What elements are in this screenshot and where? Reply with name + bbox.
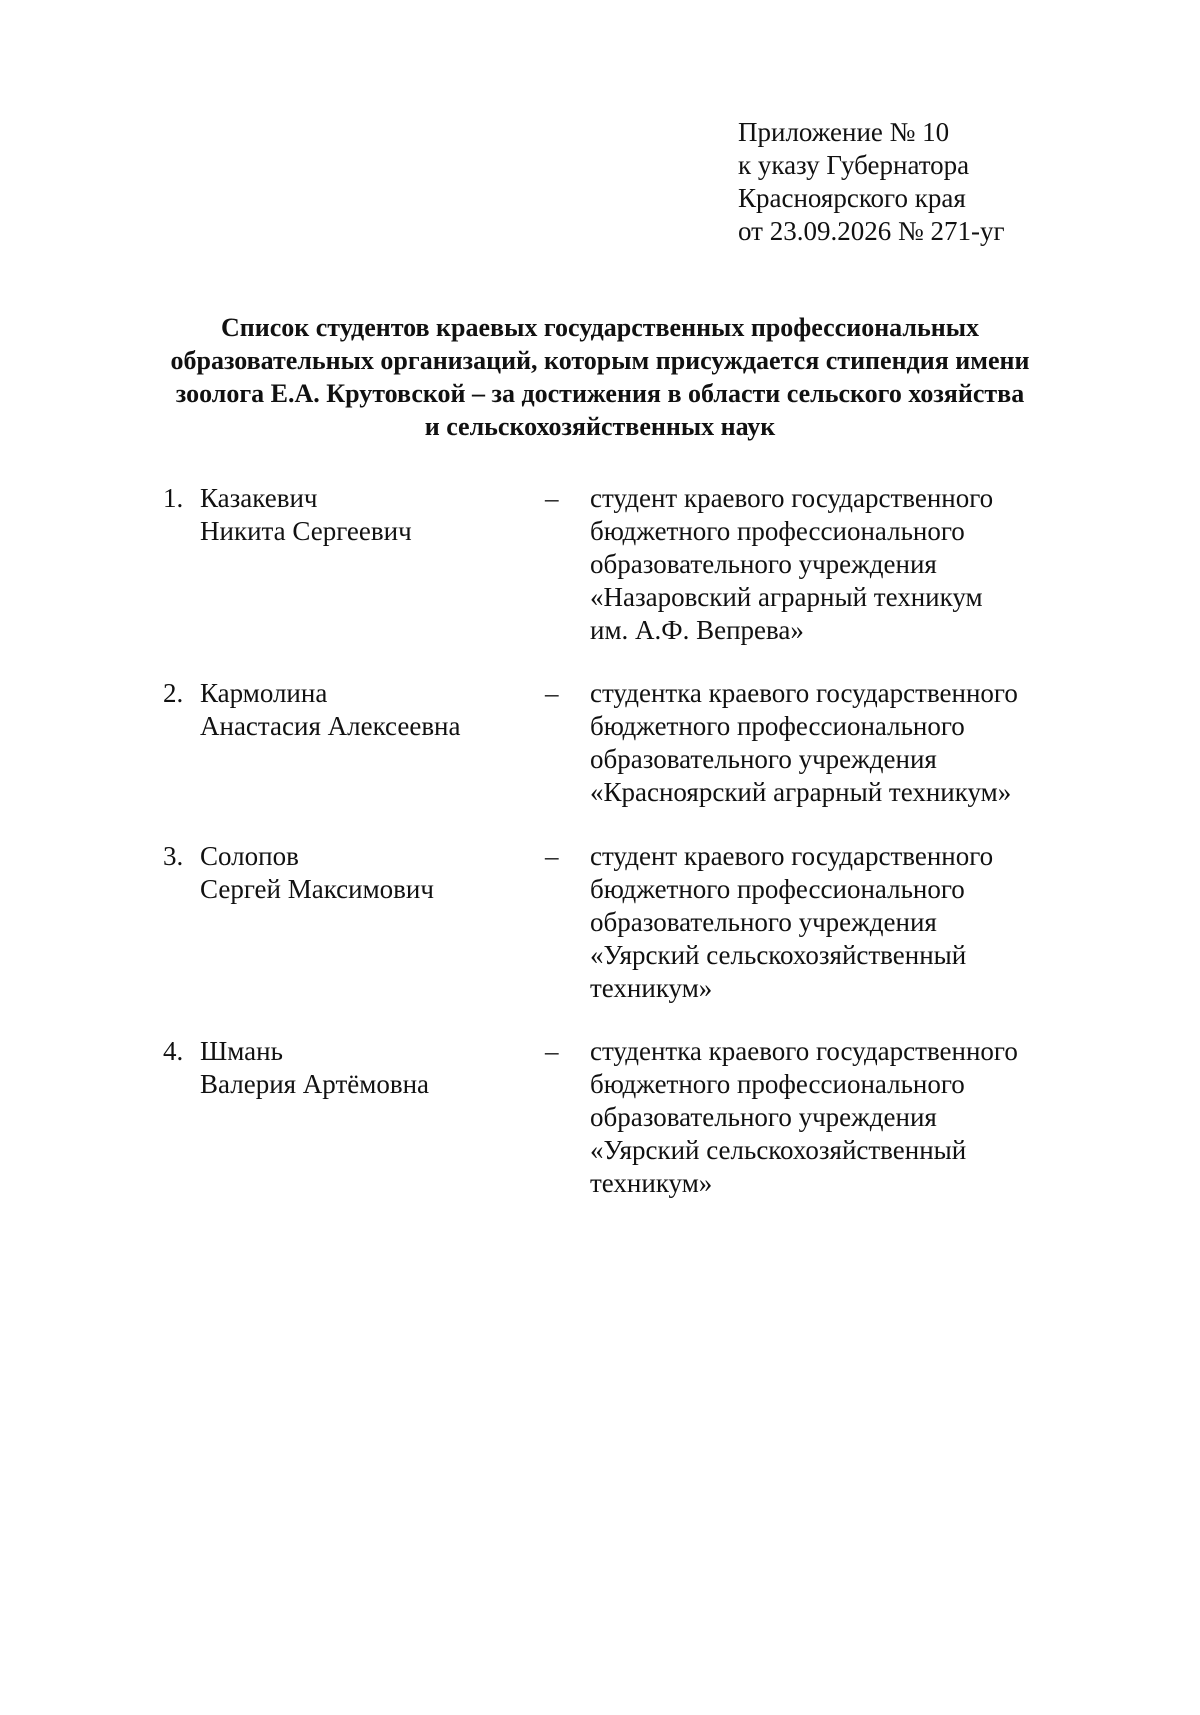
- student-surname: Казакевич: [200, 483, 318, 513]
- description-line: техникум»: [590, 973, 713, 1003]
- student-description: [590, 840, 993, 1005]
- description-line: бюджетного профессионального: [590, 711, 965, 741]
- title-line: образовательных организаций, которым присуждается стипендия имени: [170, 346, 1030, 375]
- item-number: 4.: [163, 1036, 184, 1066]
- separator-dash: –: [545, 1036, 559, 1066]
- description-line: образовательного учреждения: [590, 1102, 937, 1132]
- description-line: образовательного учреждения: [590, 744, 937, 774]
- separator-dash: –: [545, 483, 559, 513]
- appendix-line: к указу Губернатора: [738, 150, 970, 180]
- description-line: «Уярский сельскохозяйственный: [590, 1135, 967, 1165]
- description-line: образовательного учреждения: [590, 549, 937, 579]
- appendix-line: от 23.09.2026 № 271-уг: [738, 216, 1005, 246]
- student-given-names: Валерия Артёмовна: [200, 1069, 429, 1099]
- student-given-names: Сергей Максимович: [200, 874, 434, 904]
- description-line: «Уярский сельскохозяйственный: [590, 940, 967, 970]
- title-line: и сельскохозяйственных наук: [424, 412, 776, 441]
- description-line: техникум»: [590, 1168, 713, 1198]
- appendix-reference: [738, 116, 1005, 248]
- student-surname: Солопов: [200, 841, 299, 871]
- title-line: Список студентов краевых государственных профессиональных: [220, 313, 980, 342]
- student-surname: Кармолина: [200, 678, 328, 708]
- separator-dash: –: [545, 678, 559, 708]
- description-line: студент краевого государственного: [590, 483, 994, 513]
- description-line: студент краевого государственного: [590, 841, 994, 871]
- student-given-names: Анастасия Алексеевна: [200, 711, 461, 741]
- student-surname: Шмань: [200, 1036, 283, 1066]
- title-line: зоолога Е.А. Крутовской – за достижения в области сельского хозяйства: [175, 379, 1025, 408]
- item-number: 2.: [163, 678, 184, 708]
- description-line: студентка краевого государственного: [590, 678, 1018, 708]
- student-description: [590, 482, 993, 647]
- description-line: им. А.Ф. Вепрева»: [590, 615, 804, 645]
- student-name: [200, 1035, 429, 1101]
- description-line: студентка краевого государственного: [590, 1036, 1018, 1066]
- student-given-names: Никита Сергеевич: [200, 516, 412, 546]
- item-number: 1.: [163, 483, 184, 513]
- description-line: «Назаровский аграрный техникум: [590, 582, 983, 612]
- appendix-line: Красноярского края: [738, 183, 966, 213]
- appendix-line: Приложение № 10: [738, 117, 950, 147]
- description-line: бюджетного профессионального: [590, 516, 965, 546]
- student-name: [200, 482, 412, 548]
- student-description: [590, 677, 1018, 809]
- student-description: [590, 1035, 1018, 1200]
- student-name: [200, 840, 434, 906]
- description-line: бюджетного профессионального: [590, 1069, 965, 1099]
- description-line: бюджетного профессионального: [590, 874, 965, 904]
- item-number: 3.: [163, 841, 184, 871]
- document-title: [120, 311, 1080, 443]
- separator-dash: –: [545, 841, 559, 871]
- description-line: «Красноярский аграрный техникум»: [590, 777, 1012, 807]
- description-line: образовательного учреждения: [590, 907, 937, 937]
- student-name: [200, 677, 461, 743]
